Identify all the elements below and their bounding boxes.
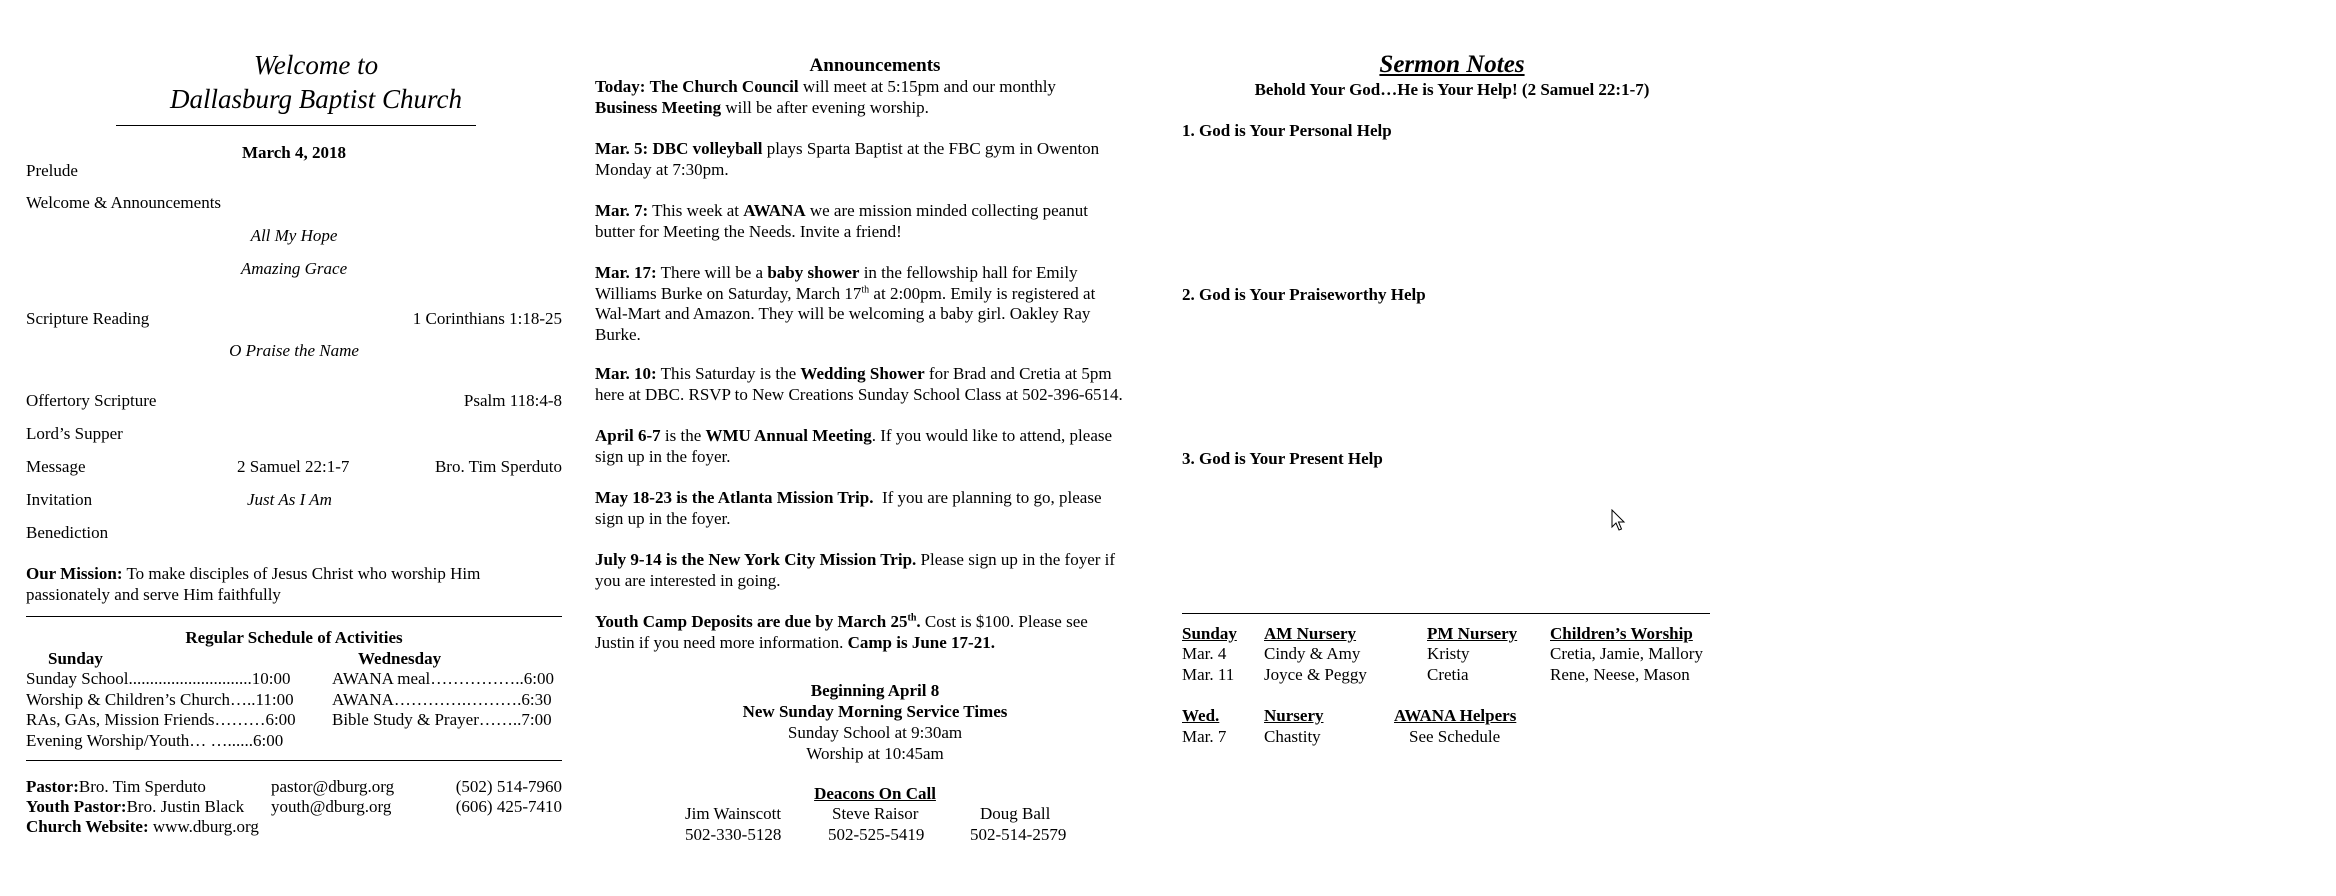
camp-bold: Youth Camp Deposits are due by March 25 — [595, 612, 908, 631]
title-divider — [116, 125, 476, 126]
website-label: Church Website: — [26, 817, 149, 836]
mar7-bold: AWANA — [743, 201, 806, 220]
deacon-name: Jim Wainscott — [685, 804, 782, 823]
message-label: Message — [26, 457, 86, 476]
youth-pastor-label: Youth Pastor: — [26, 797, 127, 816]
schedule-sunday-item: Worship & Children’s Church…..11:00 — [26, 690, 294, 709]
camp-bold2: Camp is June 17-21. — [847, 632, 995, 652]
announcement-mar7 — [595, 201, 1155, 242]
schedule-sunday-header: Sunday — [48, 649, 103, 668]
wed-nursery-cell: Mar. 7 — [1182, 727, 1227, 746]
mission-divider — [26, 616, 562, 617]
may-text1: If you are planning to go, please — [881, 488, 1102, 507]
nursery-cell: Mar. 4 — [1182, 644, 1227, 663]
schedule-wednesday-item: Bible Study & Prayer……..7:00 — [332, 710, 552, 729]
announcement-mar17 — [595, 263, 1155, 345]
mar17-text2b: at 2:00pm. Emily is registered at — [873, 283, 1096, 303]
youth-pastor-line — [26, 797, 244, 817]
schedule-sunday-item: Evening Worship/Youth… …......6:00 — [26, 731, 284, 750]
schedule-sunday-item: RAs, GAs, Mission Friends………6:00 — [26, 710, 296, 729]
order-of-worship-column — [26, 0, 562, 896]
nursery-header: Children’s Worship — [1550, 624, 1693, 643]
today-bold2: Business Meeting — [595, 97, 722, 117]
deacon-phone: 502-525-5419 — [828, 825, 925, 844]
mar10-text1a: This Saturday is the — [660, 364, 797, 383]
pastor-label: Pastor: — [26, 777, 79, 796]
deacon-name: Steve Raisor — [832, 804, 919, 823]
sermon-subtitle: Behold Your God…He is Your Help! (2 Samuel 22:1-7) — [1254, 80, 1650, 99]
mission-text1: To make disciples of Jesus Christ who worship Him — [126, 564, 481, 583]
nursery-header: Sunday — [1182, 624, 1237, 643]
july-text2: you are interested in going. — [595, 570, 781, 590]
nursery-cell: Cretia, Jamie, Mallory — [1550, 644, 1703, 663]
service-date: March 4, 2018 — [241, 143, 347, 162]
mar17-text1a: There will be a — [660, 263, 764, 282]
mouse-cursor-icon — [1611, 509, 1627, 533]
schedule-sunday-item: Sunday School.............................10:00 — [26, 669, 291, 688]
nursery-header: PM Nursery — [1427, 624, 1518, 643]
mar17-text2a: Williams Burke on Saturday, March 17 — [595, 283, 862, 303]
mission-text2: passionately and serve Him faithfully — [26, 585, 281, 604]
pastor-email[interactable]: pastor@dburg.org — [271, 777, 395, 796]
wed-nursery-header: Nursery — [1264, 706, 1324, 725]
pastor-name: Bro. Tim Sperduto — [78, 777, 206, 796]
sermon-notes-title: Sermon Notes — [1379, 51, 1525, 78]
invitation-song: Just As I Am — [247, 490, 332, 509]
song-all-my-hope: All My Hope — [250, 226, 338, 245]
apr-text1a: is the — [664, 426, 702, 445]
welcome-line1: Welcome to — [253, 50, 379, 80]
sermon-notes-column — [1182, 0, 1722, 896]
mar17-text3: Wal-Mart and Amazon. They will be welcoming a baby girl. Oakley Ray — [595, 304, 1091, 323]
scripture-reading-label: Scripture Reading — [26, 309, 150, 328]
mar10-bold: Wedding Shower — [800, 364, 925, 383]
nursery-cell: Joyce & Peggy — [1264, 665, 1367, 684]
wed-nursery-cell: Chastity — [1264, 727, 1321, 746]
announcements-column — [595, 0, 1155, 896]
apr-text2: sign up in the foyer. — [595, 446, 731, 466]
announcement-may — [595, 488, 1155, 529]
song-amazing-grace: Amazing Grace — [240, 259, 348, 278]
mar17-text1b: in the fellowship hall for Emily — [863, 263, 1078, 282]
website-line — [26, 817, 259, 837]
nursery-divider — [1182, 613, 1710, 614]
offertory-ref: Psalm 118:4-8 — [463, 391, 562, 410]
mar10-text2: here at DBC. RSVP to New Creations Sunday School Class at 502-396-6514. — [595, 384, 1123, 404]
announcement-camp: Youth Camp Deposits are due by March 25th. Cost is $100. Please see Justin if you need more information. Camp is June 17-21. — [595, 612, 1088, 652]
mar17-bold: baby shower — [767, 263, 860, 282]
offertory-label: Offertory Scripture — [26, 391, 157, 410]
mar7-label: Mar. 7: — [595, 201, 649, 220]
mar5-text1: plays Sparta Baptist at the FBC gym in Owenton — [766, 139, 1100, 158]
mar10-label: Mar. 10: — [595, 364, 657, 383]
nursery-header: AM Nursery — [1264, 624, 1357, 643]
service-times-line3: Sunday School at 9:30am — [787, 723, 963, 742]
mar17-label: Mar. 17: — [595, 263, 657, 282]
schedule-wednesday-item: AWANA meal……………..6:00 — [332, 669, 554, 688]
today-bold: The Church Council — [649, 77, 799, 96]
mar10-text1b: for Brad and Cretia at 5pm — [928, 364, 1112, 383]
nursery-cell: Rene, Neese, Mason — [1550, 665, 1690, 684]
nursery-cell: Mar. 11 — [1182, 665, 1235, 684]
mission-line1 — [26, 564, 480, 584]
youth-phone: (606) 425-7410 — [455, 797, 562, 816]
lords-supper: Lord’s Supper — [26, 424, 123, 443]
prelude: Prelude — [26, 161, 78, 180]
message-speaker: Bro. Tim Sperduto — [434, 457, 562, 476]
announcements-title: Announcements — [809, 55, 941, 76]
song-o-praise-the-name: O Praise the Name — [229, 341, 359, 360]
camp-sup: th — [907, 612, 917, 624]
apr-label: April 6-7 — [595, 426, 661, 445]
schedule-wednesday-header: Wednesday — [358, 649, 442, 668]
message-ref: 2 Samuel 22:1-7 — [237, 457, 350, 476]
mar7-text1a: This week at — [652, 201, 740, 220]
church-name: Dallasburg Baptist Church — [169, 84, 463, 114]
nursery-cell: Cretia — [1427, 665, 1469, 684]
today-text2: will be after evening worship. — [725, 97, 929, 117]
service-times-line1: Beginning April 8 — [810, 681, 940, 700]
deacon-name: Doug Ball — [980, 804, 1051, 823]
pastor-line — [26, 777, 206, 797]
nursery-cell: Cindy & Amy — [1264, 644, 1361, 663]
schedule-wednesday-item: AWANA………….……….6:30 — [332, 690, 552, 709]
mar17-text4: Burke. — [595, 324, 641, 344]
sermon-point: 1. God is Your Personal Help — [1182, 121, 1392, 140]
mar5-label: Mar. 5: — [595, 139, 649, 158]
mar7-text2: butter for Meeting the Needs. Invite a friend! — [595, 221, 902, 241]
apr-text1b: . If you would like to attend, please — [871, 426, 1113, 445]
camp-text2: Justin if you need more information. — [595, 632, 844, 652]
schedule-title: Regular Schedule of Activities — [185, 628, 403, 647]
mission-label: Our Mission: — [26, 564, 123, 583]
pastor-phone: (502) 514-7960 — [455, 777, 562, 796]
may-text2: sign up in the foyer. — [595, 508, 731, 528]
deacon-phone: 502-330-5128 — [685, 825, 782, 844]
mar17-sup: th — [861, 283, 870, 295]
july-text1: Please sign up in the foyer if — [920, 550, 1116, 569]
scripture-reading-ref: 1 Corinthians 1:18-25 — [412, 309, 562, 328]
today-label: Today: — [595, 77, 646, 96]
announcement-july — [595, 550, 1155, 591]
announcement-mar5 — [595, 139, 1155, 180]
apr-bold: WMU Annual Meeting — [705, 426, 872, 445]
wed-nursery-header: AWANA Helpers — [1394, 706, 1517, 725]
today-text1: will meet at 5:15pm and our monthly — [802, 77, 1056, 96]
announcement-today — [595, 77, 1155, 118]
announcement-mar10 — [595, 364, 1155, 405]
camp-text1: Cost is $100. Please see — [924, 612, 1088, 631]
may-bold: May 18-23 is the Atlanta Mission Trip. — [595, 488, 874, 507]
sermon-point: 3. God is Your Present Help — [1182, 449, 1383, 468]
nursery-cell: Kristy — [1427, 644, 1470, 663]
youth-email[interactable]: youth@dburg.org — [271, 797, 392, 816]
benediction: Benediction — [26, 523, 109, 542]
announcement-april — [595, 426, 1155, 467]
mar5-bold: DBC volleyball — [652, 139, 763, 158]
service-times-line2: New Sunday Morning Service Times — [742, 702, 1008, 721]
deacons-title: Deacons On Call — [814, 784, 936, 803]
wed-nursery-header: Wed. — [1182, 706, 1220, 725]
invitation-label: Invitation — [26, 490, 93, 509]
deacon-phone: 502-514-2579 — [970, 825, 1067, 844]
wed-nursery-cell: See Schedule — [1409, 727, 1501, 746]
july-bold: July 9-14 is the New York City Mission Trip. — [595, 550, 917, 569]
welcome-announcements: Welcome & Announcements — [26, 193, 222, 212]
website-link[interactable]: www.dburg.org — [152, 817, 259, 836]
youth-pastor-name: Bro. Justin Black — [126, 797, 245, 816]
service-times-line4: Worship at 10:45am — [806, 744, 944, 763]
mar5-text2: Monday at 7:30pm. — [595, 159, 729, 179]
schedule-divider — [26, 760, 562, 761]
sermon-point: 2. God is Your Praiseworthy Help — [1182, 285, 1426, 304]
mar7-text1b: we are mission minded collecting peanut — [809, 201, 1088, 220]
